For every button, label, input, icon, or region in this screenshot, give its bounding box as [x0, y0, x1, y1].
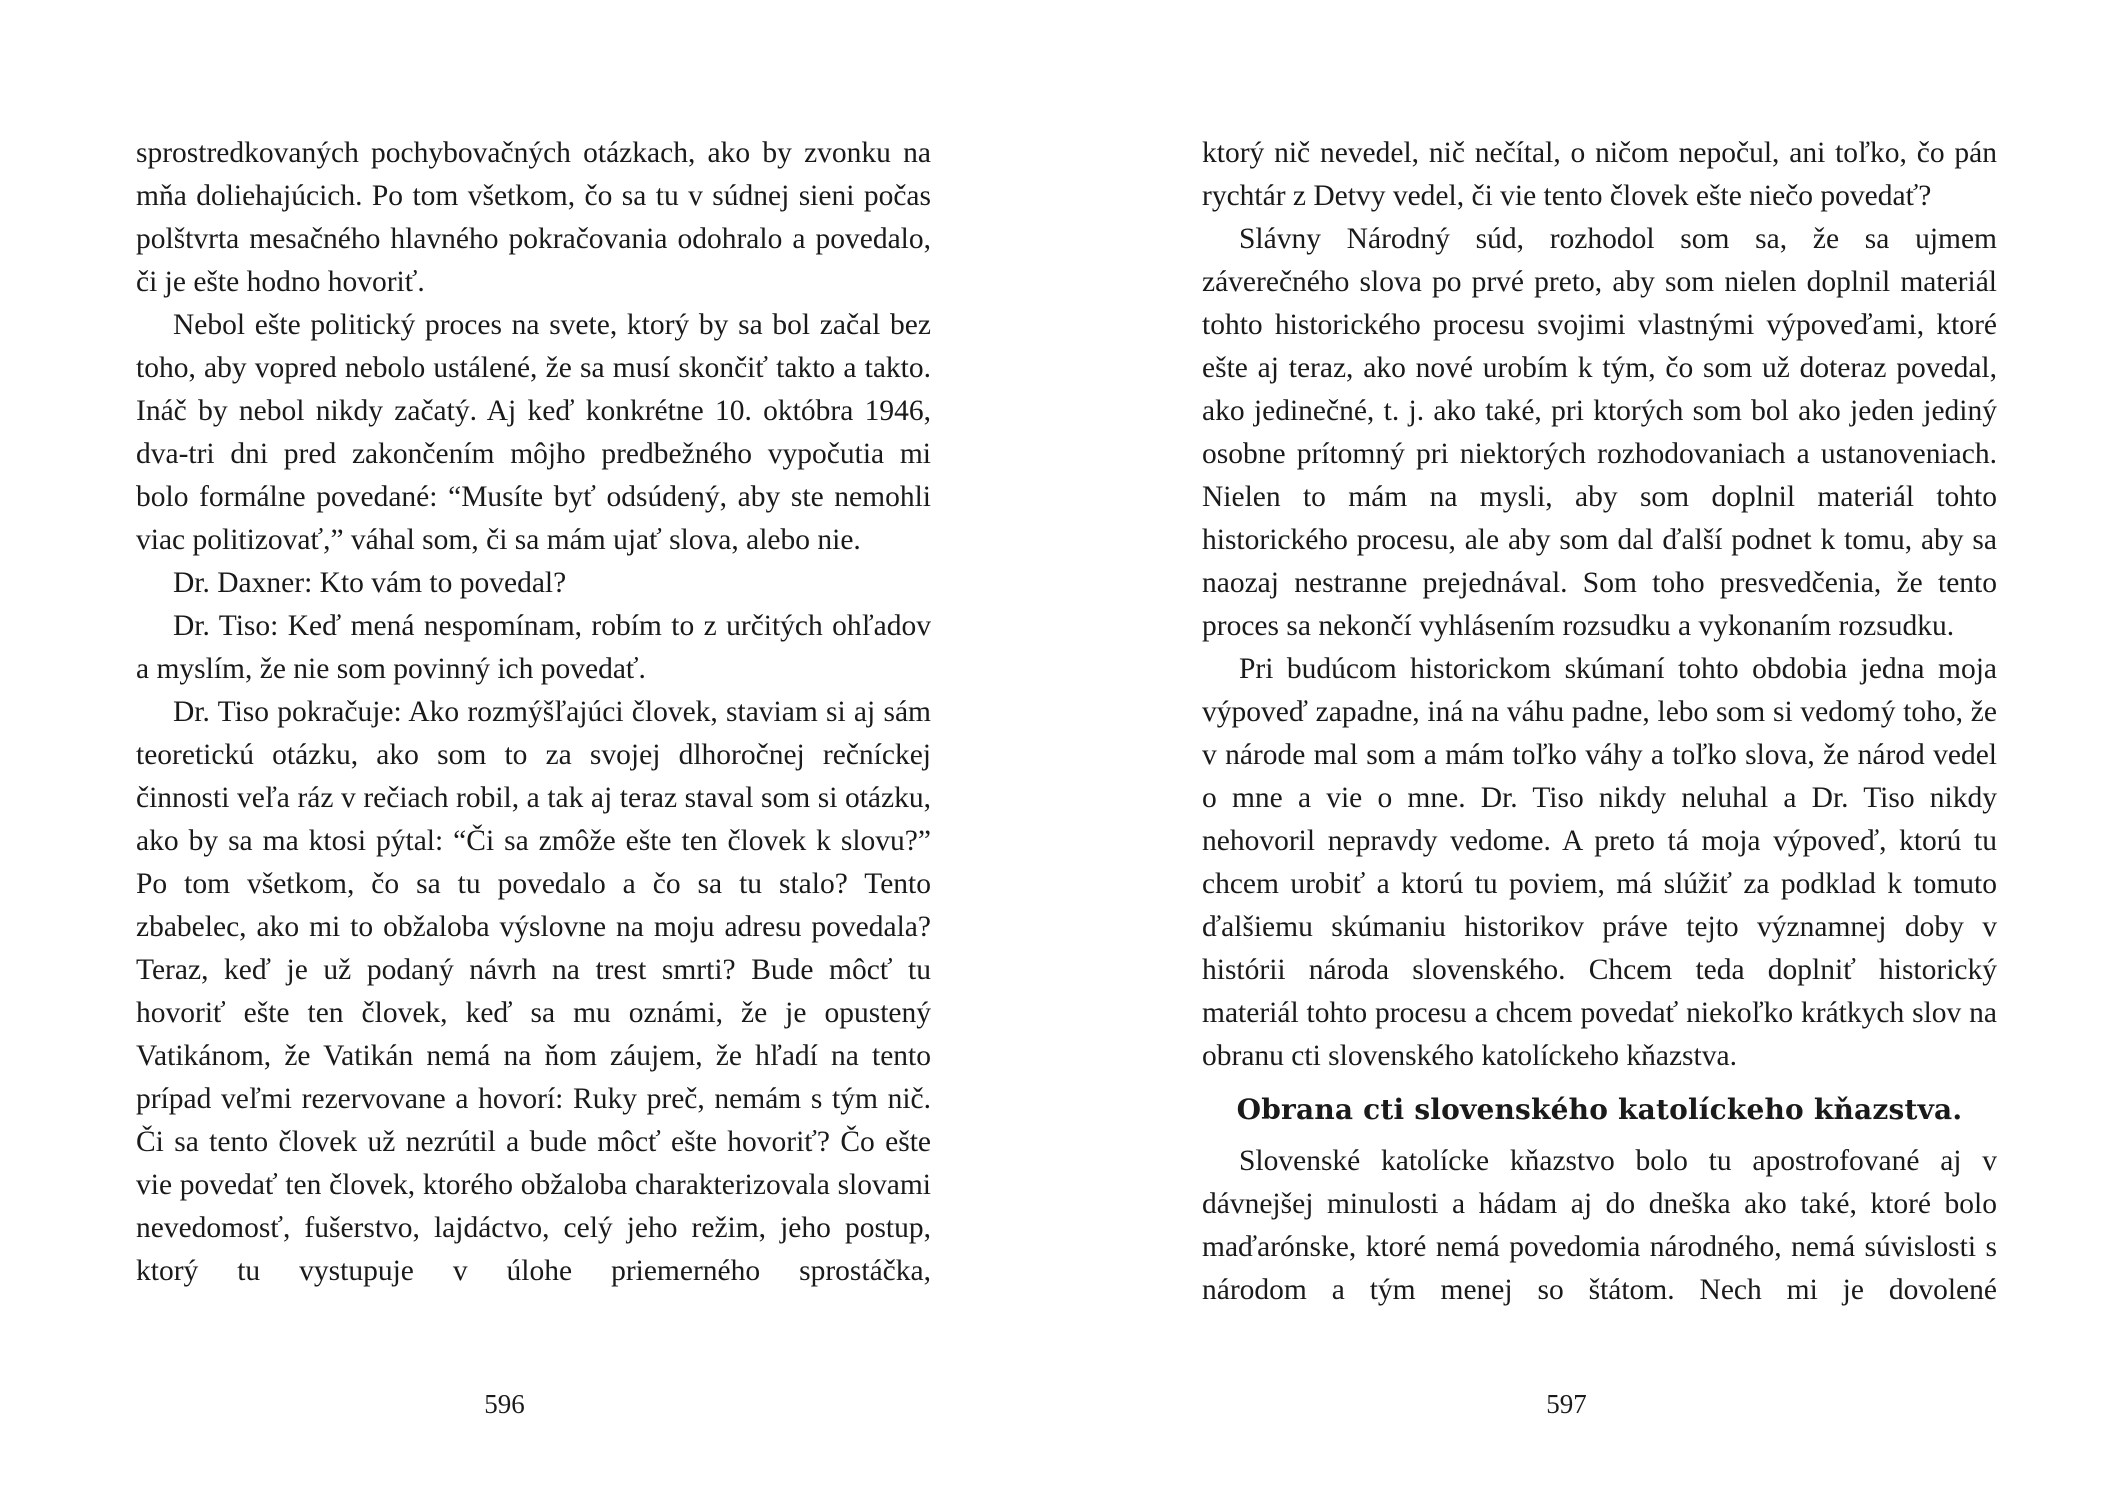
paragraph: Nebol ešte politický proces na svete, ktorý by sa bol začal bez toho, aby vopred nebolo ustálené, že sa musí skončiť takto a takto. Ináč by nebol nikdy začatý. Aj keď konkrétne 10. októbra 1946, dva-tri dni pred zakončením môjho predbežného vypočutia mi bolo formálne povedané: “Musíte byť odsúdený, aby ste nemohli viac politizovať,” váhal som, či sa mám ujať slova, alebo nie. [136, 309, 931, 556]
paragraph: Dr. Tiso pokračuje: Ako rozmýšľajúci človek, staviam si aj sám teoretickú otázku, ako som to za svojej dlhoročnej rečníckej činnosti veľa ráz v rečiach robil, a tak aj teraz staval som si otázku, ako by sa ma ktosi pýtal: “Či sa zmôže ešte ten človek k slovu?” Po tom všetkom, čo sa tu povedalo a čo sa tu stalo? Tento zbabelec, ako mi to obžaloba výslovne na moju adresu povedala? Teraz, keď je už podaný návrh na trest smrti? Bude môcť tu hovoriť ešte ten človek, keď sa mu oznámi, že je opustený Vatikánom, že Vatikán nemá na ňom záujem, že hľadí na tento prípad veľmi rezervovane a hovorí: Ruky preč, nemám s tým nič. Či sa tento človek už nezrútil a bude môcť ešte hovoriť? Čo ešte vie povedať ten človek, ktorého obžaloba charakterizovala slovami nevedomosť, fušerstvo, lajdáctvo, celý jeho režim, jeho postup, ktorý tu vystupuje v úlohe priemerného sprostáčka, [136, 696, 931, 1287]
page-number: 596 [484, 1389, 525, 1419]
section-heading: Obrana cti slovenského katolíckeho kňazstva. [1236, 1093, 1963, 1126]
right-page-text [1202, 132, 1997, 1312]
paragraph: Slovenské katolícke kňazstvo bolo tu apostrofované aj v dávnejšej minulosti a hádam aj do dneška ako také, ktoré bolo maďarónske, ktoré nemá povedomia národného, nemá súvislosti s národom a tým menej so štátom. Nech mi je dovolené [1202, 1145, 1997, 1306]
paragraph: Dr. Tiso: Keď mená nespomínam, robím to z určitých ohľadov a myslím, že nie som povinný ich povedať. [136, 610, 931, 685]
page-number: 597 [1546, 1389, 1587, 1419]
paragraph: sprostredkovaných pochybovačných otázkach, ako by zvonku na mňa doliehajúcich. Po tom všetkom, čo sa tu v súdnej sieni počas polštvrta mesačného hlavného pokračovania odohralo a povedalo, či je ešte hodno hovoriť. [136, 137, 931, 298]
paragraph: ktorý nič nevedel, nič nečítal, o ničom nepočul, ani toľko, čo pán rychtár z Detvy vedel, či vie tento človek ešte niečo povedať? [1202, 137, 1997, 212]
paragraph: Pri budúcom historickom skúmaní tohto obdobia jedna moja výpoveď zapadne, iná na váhu padne, lebo som si vedomý toho, že v národe mal som a mám toľko váhy a toľko slova, že národ vedel o mne a vie o mne. Dr. Tiso nikdy neluhal a Dr. Tiso nikdy nehovoril nepravdy vedome. A preto tá moja výpoveď, ktorú tu chcem urobiť a ktorú tu poviem, má slúžiť za podklad k tomuto ďalšiemu skúmaniu historikov práve tejto významnej doby v histórii národa slovenského. Chcem teda doplniť historický materiál tohto procesu a chcem povedať niekoľko krátkych slov na obranu cti slovenského katolíckeho kňazstva. [1202, 653, 1997, 1072]
paragraph: Slávny Národný súd, rozhodol som sa, že sa ujmem záverečného slova po prvé preto, aby som nielen doplnil materiál tohto historického procesu svojimi vlastnými výpoveďami, ktoré ešte aj teraz, ako nové urobím k tým, čo som už doteraz povedal, ako jedinečné, t. j. ako také, pri ktorých som bol ako jeden jediný osobne prítomný pri niektorých rozhodovaniach a ustanoveniach. Nielen to mám na mysli, aby som doplnil materiál tohto historického procesu, ale aby som dal ďalší podnet k tomu, aby sa naozaj nestranne prejednával. Som toho presvedčenia, že tento proces sa nekončí vyhlásením rozsudku a vykonaním rozsudku. [1202, 223, 1997, 642]
right-page [1059, 0, 2118, 1500]
left-page-text [136, 132, 931, 1293]
paragraph: Dr. Daxner: Kto vám to povedal? [173, 567, 567, 599]
